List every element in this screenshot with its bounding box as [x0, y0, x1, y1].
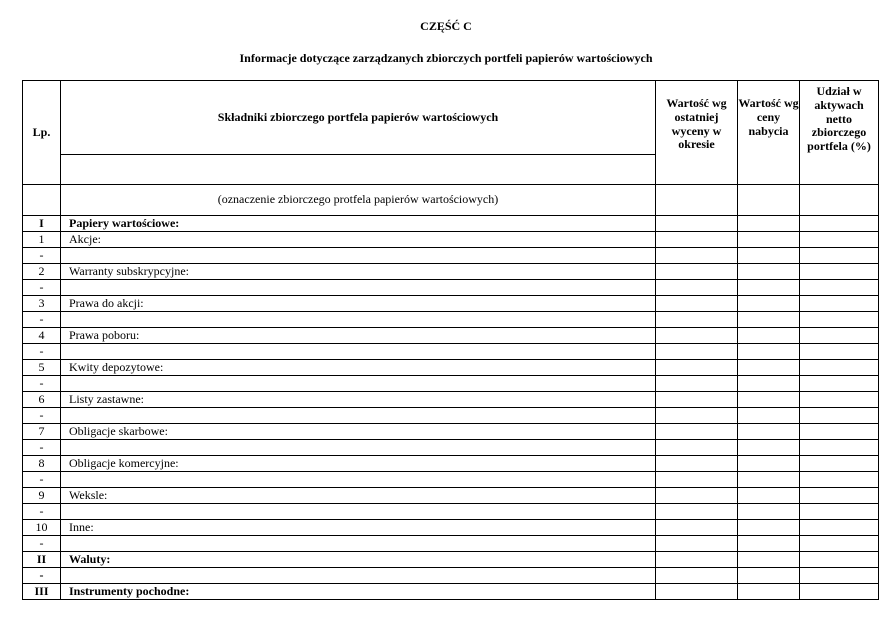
row-lp: - — [23, 280, 61, 296]
designation-cell — [800, 185, 879, 216]
value-last-cell — [656, 280, 738, 296]
value-last-cell — [656, 584, 738, 600]
portfolio-table — [22, 80, 879, 600]
value-last-cell — [656, 312, 738, 328]
row-label — [61, 472, 656, 488]
value-purchase-cell — [738, 280, 800, 296]
value-last-cell — [656, 488, 738, 504]
row-label — [61, 248, 656, 264]
row-label — [61, 312, 656, 328]
row-label — [61, 568, 656, 584]
table-row — [23, 248, 879, 264]
value-last-cell — [656, 232, 738, 248]
value-last-cell — [656, 328, 738, 344]
row-label — [61, 536, 656, 552]
header-share: Udział w aktywach netto zbiorczego portfela (%) — [800, 81, 879, 185]
share-cell — [800, 344, 879, 360]
share-cell — [800, 568, 879, 584]
table-row — [23, 488, 879, 504]
row-lp: 4 — [23, 328, 61, 344]
share-cell — [800, 584, 879, 600]
value-purchase-cell — [738, 440, 800, 456]
share-cell — [800, 280, 879, 296]
value-purchase-cell — [738, 344, 800, 360]
share-cell — [800, 312, 879, 328]
value-purchase-cell — [738, 552, 800, 568]
value-last-cell — [656, 520, 738, 536]
share-cell — [800, 232, 879, 248]
row-lp: - — [23, 408, 61, 424]
value-purchase-cell — [738, 488, 800, 504]
value-purchase-cell — [738, 504, 800, 520]
value-last-cell — [656, 360, 738, 376]
header-value-purchase: Wartość wg ceny nabycia — [738, 81, 800, 185]
row-label: Listy zastawne: — [61, 392, 656, 408]
row-lp: - — [23, 312, 61, 328]
value-last-cell — [656, 440, 738, 456]
row-label: Weksle: — [61, 488, 656, 504]
row-label: Inne: — [61, 520, 656, 536]
table-row — [23, 296, 879, 312]
table-row — [23, 440, 879, 456]
row-lp: - — [23, 344, 61, 360]
header-components: Składniki zbiorczego portfela papierów wartościowych — [61, 81, 656, 155]
value-purchase-cell — [738, 296, 800, 312]
page-subtitle: Informacje dotyczące zarządzanych zbiorczych portfeli papierów wartościowych — [239, 51, 653, 65]
row-label: Waluty: — [61, 552, 656, 568]
value-last-cell — [656, 568, 738, 584]
row-label — [61, 440, 656, 456]
value-purchase-cell — [738, 360, 800, 376]
designation-cell — [738, 185, 800, 216]
row-lp: - — [23, 376, 61, 392]
table-row — [23, 552, 879, 568]
row-label: Akcje: — [61, 232, 656, 248]
value-purchase-cell — [738, 536, 800, 552]
designation-cell — [656, 185, 738, 216]
value-purchase-cell — [738, 264, 800, 280]
row-label: Prawa do akcji: — [61, 296, 656, 312]
table-row — [23, 472, 879, 488]
value-last-cell — [656, 376, 738, 392]
table-row — [23, 392, 879, 408]
share-cell — [800, 552, 879, 568]
table-row — [23, 312, 879, 328]
table-row — [23, 264, 879, 280]
value-last-cell — [656, 296, 738, 312]
table-row — [23, 504, 879, 520]
row-label: Instrumenty pochodne: — [61, 584, 656, 600]
table-row — [23, 408, 879, 424]
value-purchase-cell — [738, 232, 800, 248]
row-label: Prawa poboru: — [61, 328, 656, 344]
row-lp: III — [23, 584, 61, 600]
share-cell — [800, 376, 879, 392]
row-lp: I — [23, 216, 61, 232]
value-purchase-cell — [738, 568, 800, 584]
value-last-cell — [656, 344, 738, 360]
share-cell — [800, 360, 879, 376]
value-purchase-cell — [738, 456, 800, 472]
value-last-cell — [656, 216, 738, 232]
value-last-cell — [656, 536, 738, 552]
row-label: Kwity depozytowe: — [61, 360, 656, 376]
row-lp: 7 — [23, 424, 61, 440]
table-row — [23, 536, 879, 552]
row-lp: - — [23, 248, 61, 264]
share-cell — [800, 296, 879, 312]
share-cell — [800, 408, 879, 424]
value-purchase-cell — [738, 472, 800, 488]
table-row — [23, 584, 879, 600]
value-last-cell — [656, 408, 738, 424]
row-lp: 10 — [23, 520, 61, 536]
table-row — [23, 280, 879, 296]
row-lp: - — [23, 440, 61, 456]
value-purchase-cell — [738, 248, 800, 264]
page-title: CZĘŚĆ C — [420, 19, 472, 33]
designation-lp-cell — [23, 185, 61, 216]
row-label: Papiery wartościowe: — [61, 216, 656, 232]
header-components-blank — [61, 155, 656, 185]
table-row — [23, 520, 879, 536]
row-lp: II — [23, 552, 61, 568]
value-purchase-cell — [738, 216, 800, 232]
row-lp: - — [23, 568, 61, 584]
value-purchase-cell — [738, 408, 800, 424]
value-purchase-cell — [738, 584, 800, 600]
value-purchase-cell — [738, 392, 800, 408]
row-label: Obligacje komercyjne: — [61, 456, 656, 472]
row-label — [61, 504, 656, 520]
row-lp: 8 — [23, 456, 61, 472]
row-lp: 2 — [23, 264, 61, 280]
value-purchase-cell — [738, 376, 800, 392]
row-lp: 6 — [23, 392, 61, 408]
share-cell — [800, 216, 879, 232]
value-last-cell — [656, 392, 738, 408]
row-label: Obligacje skarbowe: — [61, 424, 656, 440]
share-cell — [800, 440, 879, 456]
share-cell — [800, 536, 879, 552]
row-label — [61, 408, 656, 424]
value-last-cell — [656, 264, 738, 280]
row-lp: - — [23, 536, 61, 552]
row-lp: 5 — [23, 360, 61, 376]
table-row — [23, 568, 879, 584]
table-row — [23, 216, 879, 232]
row-lp: 1 — [23, 232, 61, 248]
value-last-cell — [656, 504, 738, 520]
row-lp: - — [23, 472, 61, 488]
share-cell — [800, 472, 879, 488]
header-lp: Lp. — [23, 81, 61, 185]
table-row — [23, 360, 879, 376]
value-purchase-cell — [738, 424, 800, 440]
header-value-last: Wartość wg ostatniej wyceny w okresie — [656, 81, 738, 185]
row-lp: 3 — [23, 296, 61, 312]
table-row — [23, 344, 879, 360]
share-cell — [800, 488, 879, 504]
value-last-cell — [656, 248, 738, 264]
table-row — [23, 328, 879, 344]
share-cell — [800, 392, 879, 408]
value-last-cell — [656, 472, 738, 488]
share-cell — [800, 456, 879, 472]
share-cell — [800, 424, 879, 440]
share-cell — [800, 264, 879, 280]
table-row — [23, 424, 879, 440]
portfolio-designation: (oznaczenie zbiorczego protfela papierów wartościowych) — [61, 185, 656, 216]
row-label — [61, 344, 656, 360]
row-label — [61, 280, 656, 296]
value-purchase-cell — [738, 328, 800, 344]
share-cell — [800, 520, 879, 536]
table-row — [23, 232, 879, 248]
row-label: Warranty subskrypcyjne: — [61, 264, 656, 280]
table-row — [23, 376, 879, 392]
share-cell — [800, 504, 879, 520]
value-last-cell — [656, 552, 738, 568]
value-last-cell — [656, 456, 738, 472]
table-row — [23, 456, 879, 472]
share-cell — [800, 248, 879, 264]
row-lp: - — [23, 504, 61, 520]
value-purchase-cell — [738, 312, 800, 328]
row-lp: 9 — [23, 488, 61, 504]
value-purchase-cell — [738, 520, 800, 536]
row-label — [61, 376, 656, 392]
share-cell — [800, 328, 879, 344]
value-last-cell — [656, 424, 738, 440]
